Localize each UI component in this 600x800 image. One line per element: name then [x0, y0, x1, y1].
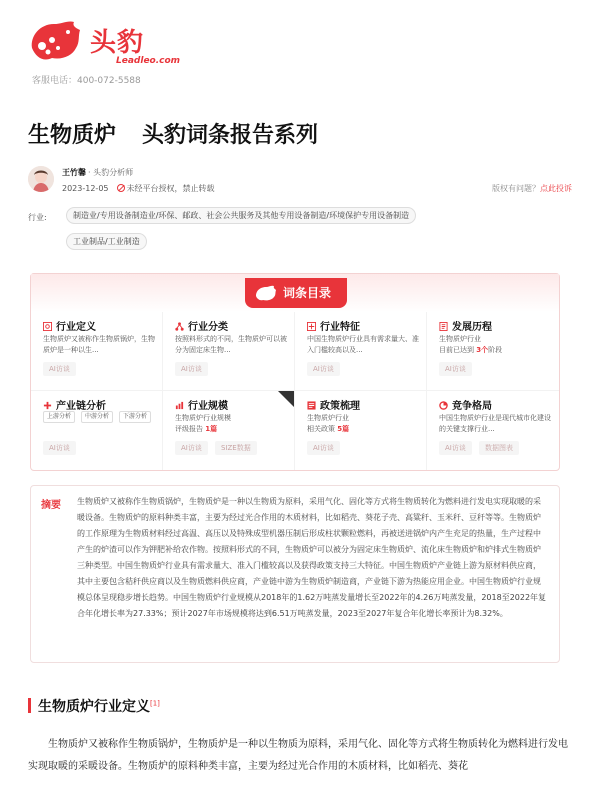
prohibited-icon — [117, 184, 125, 192]
toc-grid — [31, 312, 559, 470]
toc-item-title: 行业特征 — [307, 318, 360, 333]
toc-item-history[interactable] — [427, 312, 559, 391]
definition-icon — [43, 322, 52, 331]
author-row — [28, 164, 572, 198]
toc-item-policy[interactable] — [295, 391, 427, 470]
ai-interview-chip[interactable]: AI访谈 — [307, 441, 340, 455]
toc-item-desc: 中国生物质炉行业是现代城市化建设的关键支撑行业... — [439, 414, 551, 433]
report-series: 头豹词条报告系列 — [142, 123, 319, 148]
ai-interview-chip[interactable]: AI访谈 — [439, 362, 472, 376]
copyright-question: 版权有问题？点此投诉 — [492, 184, 572, 193]
ai-interview-chip[interactable]: AI访谈 — [175, 362, 208, 376]
toc-panel — [30, 273, 560, 471]
toc-item-desc: 生物质炉行业 相关政策 5篇 — [307, 414, 350, 433]
toc-item-title: 产业链分析 — [43, 397, 106, 412]
toc-item-scale[interactable] — [163, 391, 295, 470]
toc-item-feature[interactable] — [295, 312, 427, 391]
toc-item-category[interactable] — [163, 312, 295, 391]
upstream-tag[interactable]: 上游分析 — [43, 411, 75, 423]
section-heading: 生物质炉行业定义[1] — [28, 696, 160, 716]
toc-item-chain[interactable] — [31, 391, 163, 470]
competition-icon — [439, 401, 448, 410]
publish-info — [62, 183, 215, 194]
midstream-tag[interactable]: 中游分析 — [81, 411, 113, 423]
policy-icon — [307, 401, 316, 410]
toc-item-desc: 按照料形式的不同，生物质炉可以被分为固定床生物... — [175, 335, 287, 354]
leopard-logo-icon — [28, 18, 82, 64]
hotline-text: 客服电话：400-072-5588 — [32, 76, 141, 86]
chain-icon — [43, 401, 52, 410]
toc-item-title: 发展历程 — [439, 318, 492, 333]
history-icon — [439, 322, 448, 331]
ai-interview-chip[interactable]: AI访谈 — [439, 441, 472, 455]
toc-item-title: 行业规模 — [175, 397, 228, 412]
page-title — [28, 118, 318, 149]
size-data-chip[interactable]: SIZE数据 — [215, 441, 257, 455]
abstract-box — [30, 485, 560, 663]
toc-item-title: 行业定义 — [43, 318, 96, 333]
toc-item-desc: 生物质炉又被称作生物质锅炉，生物质炉是一种以生... — [43, 335, 155, 354]
author-role: · 头豹分析师 — [88, 168, 134, 177]
copyright-notice: 未经平台授权，禁止转载 — [126, 184, 215, 193]
toc-item-title: 行业分类 — [175, 318, 228, 333]
downstream-tag[interactable]: 下游分析 — [119, 411, 151, 423]
toc-item-title: 政策梳理 — [307, 397, 360, 412]
abstract-label: 摘要 — [41, 500, 61, 511]
report-title: 生物质炉 — [28, 123, 117, 148]
reference-marker[interactable]: [1] — [150, 699, 160, 708]
brand-domain: Leadleo.com — [116, 56, 181, 66]
industry-tag[interactable]: 工业制品/工业制造 — [66, 233, 147, 250]
brand-header — [28, 18, 208, 88]
avatar — [28, 166, 54, 192]
abstract-text: 生物质炉又被称作生物质锅炉，生物质炉是一种以生物质为原料，采用气化、固化等方式将生物质转化为燃料进行发电实现取暖的采暖设备。生物质炉的原料种类丰富，主要为经过光合作用的木质材料，比如稻壳、葵花子壳、高粱秆、玉米秆、豆秆等等。生物质炉的工作原理为生物质材料经过高温、高压以及特殊成型机器压制后形成柱状颗粒燃料，再被送进锅炉内产生充足的热量，生产过程中产生的炉渣可以作为钾肥补给农作物。按照料形式的不同，生物质炉可以被分为固定床生物质炉、流化床生物质炉和炉排式生物质炉三种类型。中国生物质炉行业具有需求量大、准入门槛较高以及获得政策支持三大特征。中国生物质炉产业链上游为原材料供应商，其中主要包含秸秆供应商以及生物质燃料供应商，产业链中游为生物质炉制造商，产业链下游为热能应用企业。中国生物质炉行业规模总体呈现稳步增长趋势。中国生物质炉行业规模从2018年的1.62万吨蒸发量增长至2022年的4.26万吨蒸发量，2018至2022年复合年化增长率为27.33%；预计2027年市场规模将达到6.51万吨蒸发量，2023至2027年复合年化增长率预计为8.32%。 — [77, 497, 547, 618]
toc-item-desc: 生物质炉行业 目前已达到 3个阶段 — [439, 335, 503, 354]
feature-icon — [307, 322, 316, 331]
toc-item-title: 竞争格局 — [439, 397, 492, 412]
publish-date: 2023-12-05 — [62, 184, 109, 193]
industry-label: 行业: — [28, 213, 47, 222]
ai-interview-chip[interactable]: AI访谈 — [43, 362, 76, 376]
ai-interview-chip[interactable]: AI访谈 — [307, 362, 340, 376]
section-body: 生物质炉又被称作生物质锅炉，生物质炉是一种以生物质为原料，采用气化、固化等方式将生物质转化为燃料进行发电实现取暖的采暖设备。生物质炉的原料种类丰富，主要为经过光合作用的木质材料，比如稻壳、葵花 — [28, 739, 568, 772]
industry-tag[interactable]: 制造业/专用设备制造业/环保、邮政、社会公共服务及其他专用设备制造/环境保护专用设备制造 — [66, 207, 416, 224]
leopard-logo-icon — [255, 285, 277, 301]
toc-heading: 词条目录 — [245, 278, 347, 308]
scale-icon — [175, 401, 184, 410]
author-name[interactable]: 王竹馨 · 头豹分析师 — [62, 168, 134, 177]
report-link[interactable]: 点此投诉 — [540, 184, 572, 193]
category-icon — [175, 322, 184, 331]
toc-item-desc: 生物质炉行业规模 评级报告 1篇 — [175, 414, 231, 433]
stage-count: 3个 — [476, 346, 489, 354]
toc-item-competition[interactable] — [427, 391, 559, 470]
data-chart-chip[interactable]: 数据图表 — [479, 441, 519, 455]
report-count: 1篇 — [205, 425, 218, 433]
ai-interview-chip[interactable]: AI访谈 — [43, 441, 76, 455]
toc-item-definition[interactable] — [31, 312, 163, 391]
avatar-image-icon — [28, 166, 54, 192]
policy-count: 5篇 — [337, 425, 350, 433]
toc-item-desc: 中国生物质炉行业具有需求量大、准入门槛较高以及... — [307, 335, 419, 354]
ai-interview-chip[interactable]: AI访谈 — [175, 441, 208, 455]
corner-flag-icon — [278, 391, 294, 407]
brand-name: 头豹 — [90, 28, 145, 58]
